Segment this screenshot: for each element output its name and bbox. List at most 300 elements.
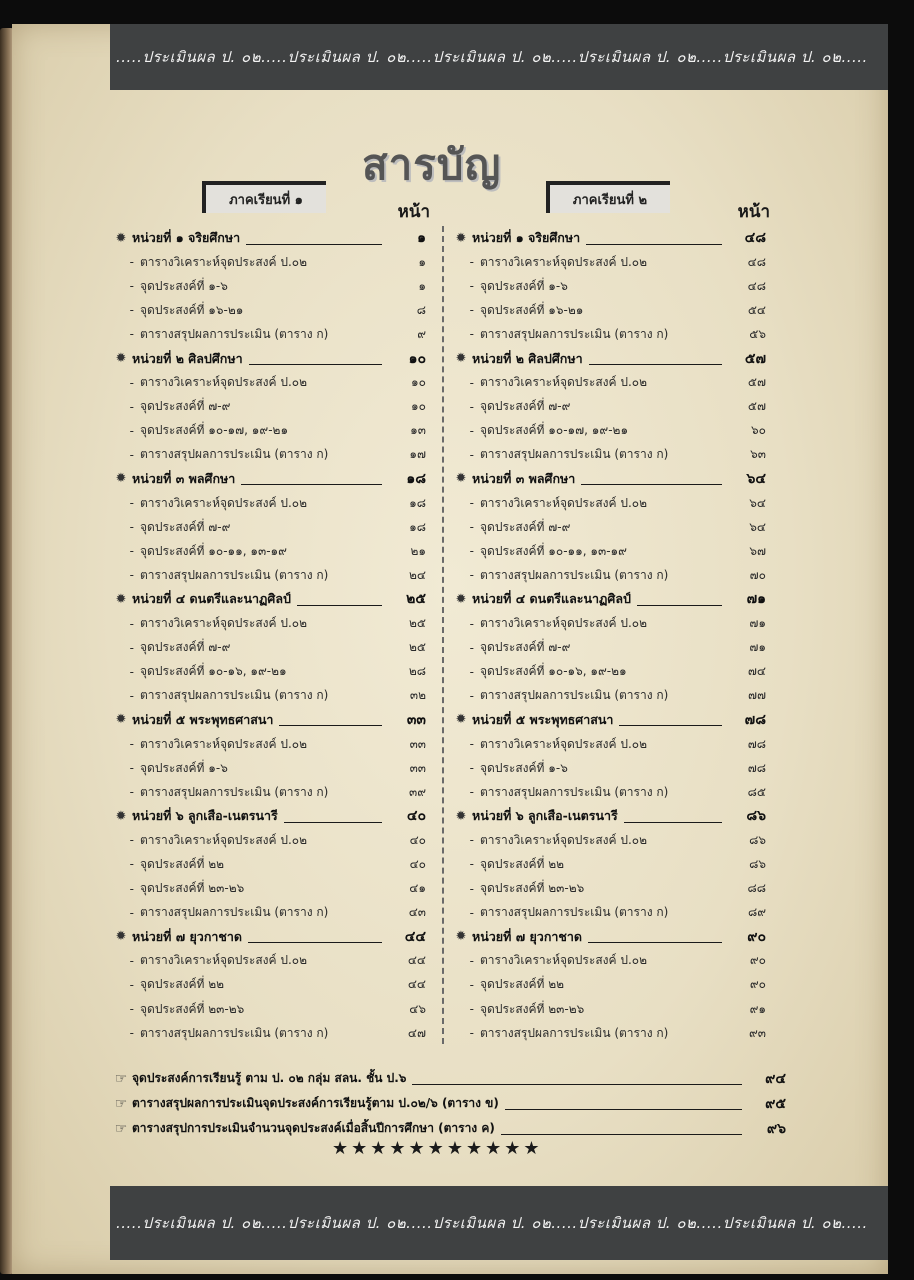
entry-label: หน่วยที่ ๖ ลูกเสือ-เนตรนารี [132,808,278,824]
gear-flower-icon: ✹ [115,230,127,246]
sub-entry [110,852,426,876]
page-number: ๙๐ [749,977,766,992]
page-number: ๓๓ [406,711,426,728]
entry-label: หน่วยที่ ๑ จริยศึกษา [472,230,581,246]
page-number: ๒๔ [409,567,426,582]
page-number: ๙ [417,326,426,341]
page-number: ๗๗ [747,688,766,703]
page-number: ๙๔ [765,1070,786,1087]
entry-label: จุดประสงค์ที่ ๑๐-๑๗, ๑๙-๒๑ [140,423,289,438]
leader-line [297,593,382,606]
sub-entry [110,322,426,346]
toc-page [12,24,888,1274]
gear-flower-icon: ✹ [455,808,467,824]
dash-marker: - [129,616,134,631]
dash-marker: - [129,327,134,342]
entry-label: หน่วยที่ ๖ ลูกเสือ-เนตรนารี [472,808,618,824]
dash-marker: - [469,664,474,679]
page-number: ๕๗ [747,399,766,414]
dash-marker: - [129,761,134,776]
unit-entry [110,467,426,491]
semester-1-column [110,176,430,1045]
entry-label: จุดประสงค์ที่ ๑-๖ [480,760,568,775]
page-column-header: หน้า [397,202,430,222]
entry-label: หน่วยที่ ๕ พระพุทธศาสนา [132,711,274,727]
sub-entry [450,539,766,563]
semester-2-column [450,176,770,1045]
page-number: ๓๒ [409,688,426,703]
leader-line [637,593,722,606]
dash-marker: - [469,785,474,800]
entry-label: ตารางวิเคราะห์จุดประสงค์ ป.๐๒ [480,375,648,390]
sub-entry [450,997,766,1021]
page-number: ๕๗ [747,375,766,390]
dash-marker: - [129,255,134,270]
page-number: ๘๖ [749,832,766,847]
pointing-hand-icon: ☞ [114,1070,128,1087]
page-column-header: หน้า [737,202,770,222]
page-number: ๔๘ [747,254,766,269]
page-number: ๗๘ [747,736,766,751]
dash-marker: - [469,520,474,535]
page-number: ๔๔ [404,928,426,945]
leader-line [279,713,382,726]
entry-label: จุดประสงค์ที่ ๒๒ [480,856,565,871]
dash-marker: - [129,785,134,800]
sub-entry [450,250,766,274]
page-number: ๖๔ [749,495,766,510]
sub-entry [450,949,766,973]
dash-marker: - [129,664,134,679]
entry-label: ตารางสรุปผลการประเมิน (ตาราง ก) [140,447,329,462]
entry-label: หน่วยที่ ๔ ดนตรีและนาฏศิลป์ [132,591,291,607]
dash-marker: - [129,688,134,703]
page-number: ๒๑ [410,543,426,558]
entry-label: ตารางวิเคราะห์จุดประสงค์ ป.๐๒ [140,736,308,751]
dash-marker: - [469,327,474,342]
dash-marker: - [469,568,474,583]
unit-entry [450,804,766,828]
entry-label: ตารางสรุปการประเมินจำนวนจุดประสงค์เมื่อสิ้นปีการศึกษา (ตาราง ค) [132,1121,495,1135]
page-number: ๒๕ [406,591,426,608]
entry-label: จุดประสงค์ที่ ๗-๙ [480,640,571,655]
page-number: ๒๕ [409,616,426,631]
unit-entry [450,226,766,250]
dash-marker: - [129,881,134,896]
page-number: ๘ [416,302,426,317]
sub-entry [110,274,426,298]
dash-marker: - [129,857,134,872]
entry-label: ตารางสรุปผลการประเมิน (ตาราง ก) [480,784,669,799]
entry-label: ตารางวิเคราะห์จุดประสงค์ ป.๐๒ [140,375,308,390]
entry-label: ตารางวิเคราะห์จุดประสงค์ ป.๐๒ [140,495,308,510]
entry-label: หน่วยที่ ๓ พลศึกษา [132,470,236,486]
leader-line [586,232,722,245]
entry-label: ตารางวิเคราะห์จุดประสงค์ ป.๐๒ [480,616,648,631]
page-number: ๔๓ [408,905,426,920]
leader-line [501,1122,742,1135]
leader-line [284,810,382,823]
sub-entry [110,395,426,419]
page-number: ๔๘ [744,230,766,247]
dash-marker: - [129,977,134,992]
entry-label: หน่วยที่ ๔ ดนตรีและนาฏศิลป์ [472,591,631,607]
sub-entry [110,997,426,1021]
dash-marker: - [129,520,134,535]
page-number: ๙๑ [749,1001,766,1016]
page-number: ๙๕ [765,1095,786,1112]
entry-label: ตารางวิเคราะห์จุดประสงค์ ป.๐๒ [480,953,648,968]
entry-label: จุดประสงค์ที่ ๑๖-๒๑ [480,302,584,317]
entry-label: ตารางสรุปผลการประเมิน (ตาราง ก) [140,567,329,582]
dash-marker: - [129,833,134,848]
entry-label: จุดประสงค์ที่ ๗-๙ [140,640,231,655]
leader-line [619,713,722,726]
dash-marker: - [469,640,474,655]
entry-label: ตารางวิเคราะห์จุดประสงค์ ป.๐๒ [140,832,308,847]
sub-entry [110,949,426,973]
dash-marker: - [129,447,134,462]
bottom-banner-text: .....ประเมินผล ป. ๐๒.....ประเมินผล ป. ๐๒.....ประเมินผล ป. ๐๒.....ประเมินผล ป. ๐๒.....ประเมินผล ป. ๐๒..... [116,1214,868,1232]
bottom-banner [110,1186,888,1260]
page-title: สารบัญ [362,140,502,189]
entry-label: ตารางสรุปผลการประเมิน (ตาราง ก) [140,784,329,799]
semester-2-entries [450,226,766,1045]
page-number: ๔๗ [407,1025,426,1040]
unit-entry [110,708,426,732]
entry-label: จุดประสงค์ที่ ๒๓-๒๖ [140,881,245,896]
top-banner [110,24,888,90]
sub-entry [450,636,766,660]
entry-label: หน่วยที่ ๓ พลศึกษา [472,470,576,486]
page-number: ๕๔ [747,302,766,317]
dash-marker: - [129,953,134,968]
page-number: ๑ [417,230,426,247]
page-number: ๘๖ [746,808,766,825]
dash-marker: - [469,423,474,438]
entry-label: จุดประสงค์ที่ ๑๐-๑๖, ๑๙-๒๑ [140,664,287,679]
sub-entry [110,371,426,395]
page-number: ๖๔ [749,519,766,534]
page-number: ๔๔ [407,953,426,968]
leader-line [246,232,382,245]
dash-marker: - [469,857,474,872]
sub-entry [110,636,426,660]
dash-marker: - [129,1002,134,1017]
sub-entry [110,901,426,925]
gear-flower-icon: ✹ [455,591,467,607]
dash-marker: - [469,953,474,968]
entry-label: ตารางสรุปผลการประเมิน (ตาราง ก) [480,447,669,462]
entry-label: ตารางวิเคราะห์จุดประสงค์ ป.๐๒ [140,254,308,269]
column-header [450,176,770,226]
dash-marker: - [129,737,134,752]
sub-entry [110,443,426,467]
entry-label: จุดประสงค์ที่ ๗-๙ [480,519,571,534]
dash-marker: - [129,375,134,390]
page-number: ๔๐ [406,808,426,825]
entry-label: จุดประสงค์ที่ ๑-๖ [140,278,228,293]
column-divider [442,226,444,1044]
page-number: ๙๐ [749,953,766,968]
gear-flower-icon: ✹ [455,351,467,367]
dash-marker: - [469,255,474,270]
sub-entry [110,732,426,756]
sub-entry [450,563,766,587]
leader-line [248,930,382,943]
leader-line [624,810,722,823]
sub-entry [110,419,426,443]
dash-marker: - [469,375,474,390]
entry-label: หน่วยที่ ๒ ศิลปศึกษา [472,350,583,366]
sub-entry [450,395,766,419]
semester-1-entries [110,226,426,1045]
unit-entry [450,587,766,611]
page-number: ๙๓ [749,1025,766,1040]
unit-entry [110,346,426,370]
sub-entry [450,756,766,780]
dash-marker: - [129,423,134,438]
page-number: ๑๐ [411,399,426,414]
page-number: ๙๖ [766,1120,786,1137]
sub-entry [450,660,766,684]
page-number: ๔๖ [409,1001,426,1016]
sub-entry [110,298,426,322]
gear-flower-icon: ✹ [115,591,127,607]
dash-marker: - [129,303,134,318]
sub-entry [450,419,766,443]
entry-label: จุดประสงค์ที่ ๑-๖ [140,760,228,775]
sub-entry [450,274,766,298]
sub-entry [450,298,766,322]
page-number: ๔๐ [409,856,426,871]
sub-entry [450,780,766,804]
entry-label: หน่วยที่ ๕ พระพุทธศาสนา [472,711,614,727]
entry-label: ตารางวิเคราะห์จุดประสงค์ ป.๐๒ [140,953,308,968]
unit-entry [450,925,766,949]
page-number: ๕๗ [744,350,766,367]
page-number: ๔๐ [409,832,426,847]
sub-entry [450,322,766,346]
page-number: ๖๗ [749,543,766,558]
dash-marker: - [129,568,134,583]
entry-label: จุดประสงค์ที่ ๗-๙ [480,399,571,414]
page-number: ๔๑ [409,881,426,896]
entry-label: หน่วยที่ ๗ ยุวกาชาด [472,928,583,944]
page-number: ๑๘ [406,470,426,487]
sub-entry [110,539,426,563]
sub-entry [450,1021,766,1045]
dash-marker: - [469,544,474,559]
page-number: ๖๓ [750,447,766,462]
entry-label: จุดประสงค์ที่ ๒๓-๒๖ [480,1001,585,1016]
entry-label: จุดประสงค์ที่ ๑๐-๑๗, ๑๙-๒๑ [480,423,629,438]
pointing-hand-icon: ☞ [114,1120,128,1137]
sub-entry [450,852,766,876]
page-number: ๑๘ [409,519,426,534]
page-number: ๖๔ [746,470,766,487]
sub-entry [110,756,426,780]
gear-flower-icon: ✹ [115,712,127,728]
dash-marker: - [129,279,134,294]
sub-entry [110,491,426,515]
leader-line [588,930,722,943]
entry-label: ตารางสรุปผลการประเมิน (ตาราง ก) [140,905,329,920]
gear-flower-icon: ✹ [455,929,467,945]
page-number: ๗๑ [749,640,766,655]
page-number: ๑๗ [409,447,426,462]
page-number: ๗๘ [744,711,766,728]
entry-label: จุดประสงค์ที่ ๒๒ [140,977,225,992]
page-number: ๗๐ [749,567,766,582]
unit-entry [110,804,426,828]
page-number: ๓๓ [409,736,426,751]
page-number: ๙๐ [747,928,766,945]
gear-flower-icon: ✹ [455,471,467,487]
entry-label: จุดประสงค์ที่ ๒๓-๒๖ [140,1001,245,1016]
sub-entry [450,684,766,708]
unit-entry [450,708,766,732]
appendix-entries [110,1066,786,1141]
sub-entry [450,491,766,515]
sub-entry [110,877,426,901]
semester-2-label: ภาคเรียนที่ ๒ [546,181,670,213]
entry-label: ตารางสรุปผลการประเมิน (ตาราง ก) [480,567,669,582]
sub-entry [110,250,426,274]
gear-flower-icon: ✹ [115,929,127,945]
gear-flower-icon: ✹ [455,712,467,728]
dash-marker: - [129,640,134,655]
entry-label: หน่วยที่ ๒ ศิลปศึกษา [132,350,243,366]
entry-label: จุดประสงค์ที่ ๑-๖ [480,278,568,293]
dash-marker: - [129,399,134,414]
sub-entry [110,515,426,539]
unit-entry [110,925,426,949]
decorative-stars: ★★★★★★★★★★★ [332,1138,543,1159]
page-number: ๒๕ [409,640,426,655]
entry-label: ตารางสรุปผลการประเมิน (ตาราง ก) [480,326,669,341]
entry-label: ตารางวิเคราะห์จุดประสงค์ ป.๐๒ [480,254,648,269]
sub-entry [110,660,426,684]
page-number: ๑๘ [409,495,426,510]
entry-label: จุดประสงค์การเรียนรู้ ตาม ป. ๐๒ กลุ่ม สลน. ชั้น ป.๖ [132,1071,407,1085]
entry-label: จุดประสงค์ที่ ๑๐-๑๑, ๑๓-๑๙ [140,543,287,558]
page-number: ๑ [418,254,426,269]
dash-marker: - [469,881,474,896]
page-number: ๘๖ [749,856,766,871]
sub-entry [450,732,766,756]
dash-marker: - [469,303,474,318]
entry-label: ตารางสรุปผลการประเมิน (ตาราง ก) [480,1025,669,1040]
page-number: ๕๖ [749,326,766,341]
sub-entry [450,828,766,852]
entry-label: จุดประสงค์ที่ ๒๒ [140,856,225,871]
sub-entry [110,612,426,636]
entry-label: หน่วยที่ ๗ ยุวกาชาด [132,928,243,944]
unit-entry [450,346,766,370]
dash-marker: - [469,905,474,920]
leader-line [505,1097,742,1110]
leader-line [589,352,722,365]
dash-marker: - [469,1002,474,1017]
sub-entry [450,443,766,467]
dash-marker: - [469,496,474,511]
page-number: ๑๐ [408,350,426,367]
dash-marker: - [129,1026,134,1041]
dash-marker: - [469,833,474,848]
entry-label: จุดประสงค์ที่ ๒๓-๒๖ [480,881,585,896]
sub-entry [450,515,766,539]
pointing-hand-icon: ☞ [114,1095,128,1112]
entry-label: จุดประสงค์ที่ ๗-๙ [140,519,231,534]
page-number: ๓๓ [409,760,426,775]
leader-line [249,352,382,365]
entry-label: ตารางสรุปผลการประเมิน (ตาราง ก) [140,688,329,703]
dash-marker: - [469,1026,474,1041]
gear-flower-icon: ✹ [115,471,127,487]
page-number: ๔๘ [747,278,766,293]
entry-label: จุดประสงค์ที่ ๑๖-๒๑ [140,302,244,317]
sub-entry [110,780,426,804]
dash-marker: - [469,737,474,752]
gear-flower-icon: ✹ [115,351,127,367]
page-number: ๔๔ [407,977,426,992]
appendix-entry [110,1066,786,1091]
sub-entry [450,877,766,901]
page-number: ๘๕ [747,784,766,799]
leader-line [581,472,722,485]
page-number: ๖๐ [751,423,766,438]
page-number: ๘๘ [747,881,766,896]
sub-entry [110,684,426,708]
sub-entry [110,973,426,997]
leader-line [412,1072,742,1085]
page-number: ๗๑ [749,616,766,631]
sub-entry [110,1021,426,1045]
dash-marker: - [469,616,474,631]
gear-flower-icon: ✹ [115,808,127,824]
entry-label: ตารางสรุปผลการประเมินจุดประสงค์การเรียนรู้ตาม ป.๐๒/๖ (ตาราง ข) [132,1096,499,1110]
top-banner-text: .....ประเมินผล ป. ๐๒.....ประเมินผล ป. ๐๒.....ประเมินผล ป. ๐๒.....ประเมินผล ป. ๐๒.....ประเมินผล ป. ๐๒..... [116,48,868,66]
entry-label: ตารางวิเคราะห์จุดประสงค์ ป.๐๒ [140,616,308,631]
sub-entry [450,612,766,636]
page-number: ๗๑ [746,591,766,608]
sub-entry [450,901,766,925]
unit-entry [110,587,426,611]
page-number: ๗๘ [747,760,766,775]
sub-entry [450,371,766,395]
page-number: ๓๙ [409,784,426,799]
page-number: ๒๘ [408,664,426,679]
dash-marker: - [469,688,474,703]
entry-label: ตารางสรุปผลการประเมิน (ตาราง ก) [140,326,329,341]
page-number: ๑๐ [411,375,426,390]
sub-entry [110,563,426,587]
leader-line [241,472,382,485]
appendix-entry [110,1091,786,1116]
dash-marker: - [469,399,474,414]
entry-label: จุดประสงค์ที่ ๑๐-๑๖, ๑๙-๒๑ [480,664,627,679]
dash-marker: - [469,447,474,462]
page-number: ๘๙ [747,905,766,920]
page-number: ๑๓ [410,423,426,438]
column-header [110,176,430,226]
page-number: ๑ [418,278,426,293]
entry-label: หน่วยที่ ๑ จริยศึกษา [132,230,241,246]
page-number: ๗๔ [747,664,766,679]
dash-marker: - [129,905,134,920]
entry-label: ตารางสรุปผลการประเมิน (ตาราง ก) [480,905,669,920]
